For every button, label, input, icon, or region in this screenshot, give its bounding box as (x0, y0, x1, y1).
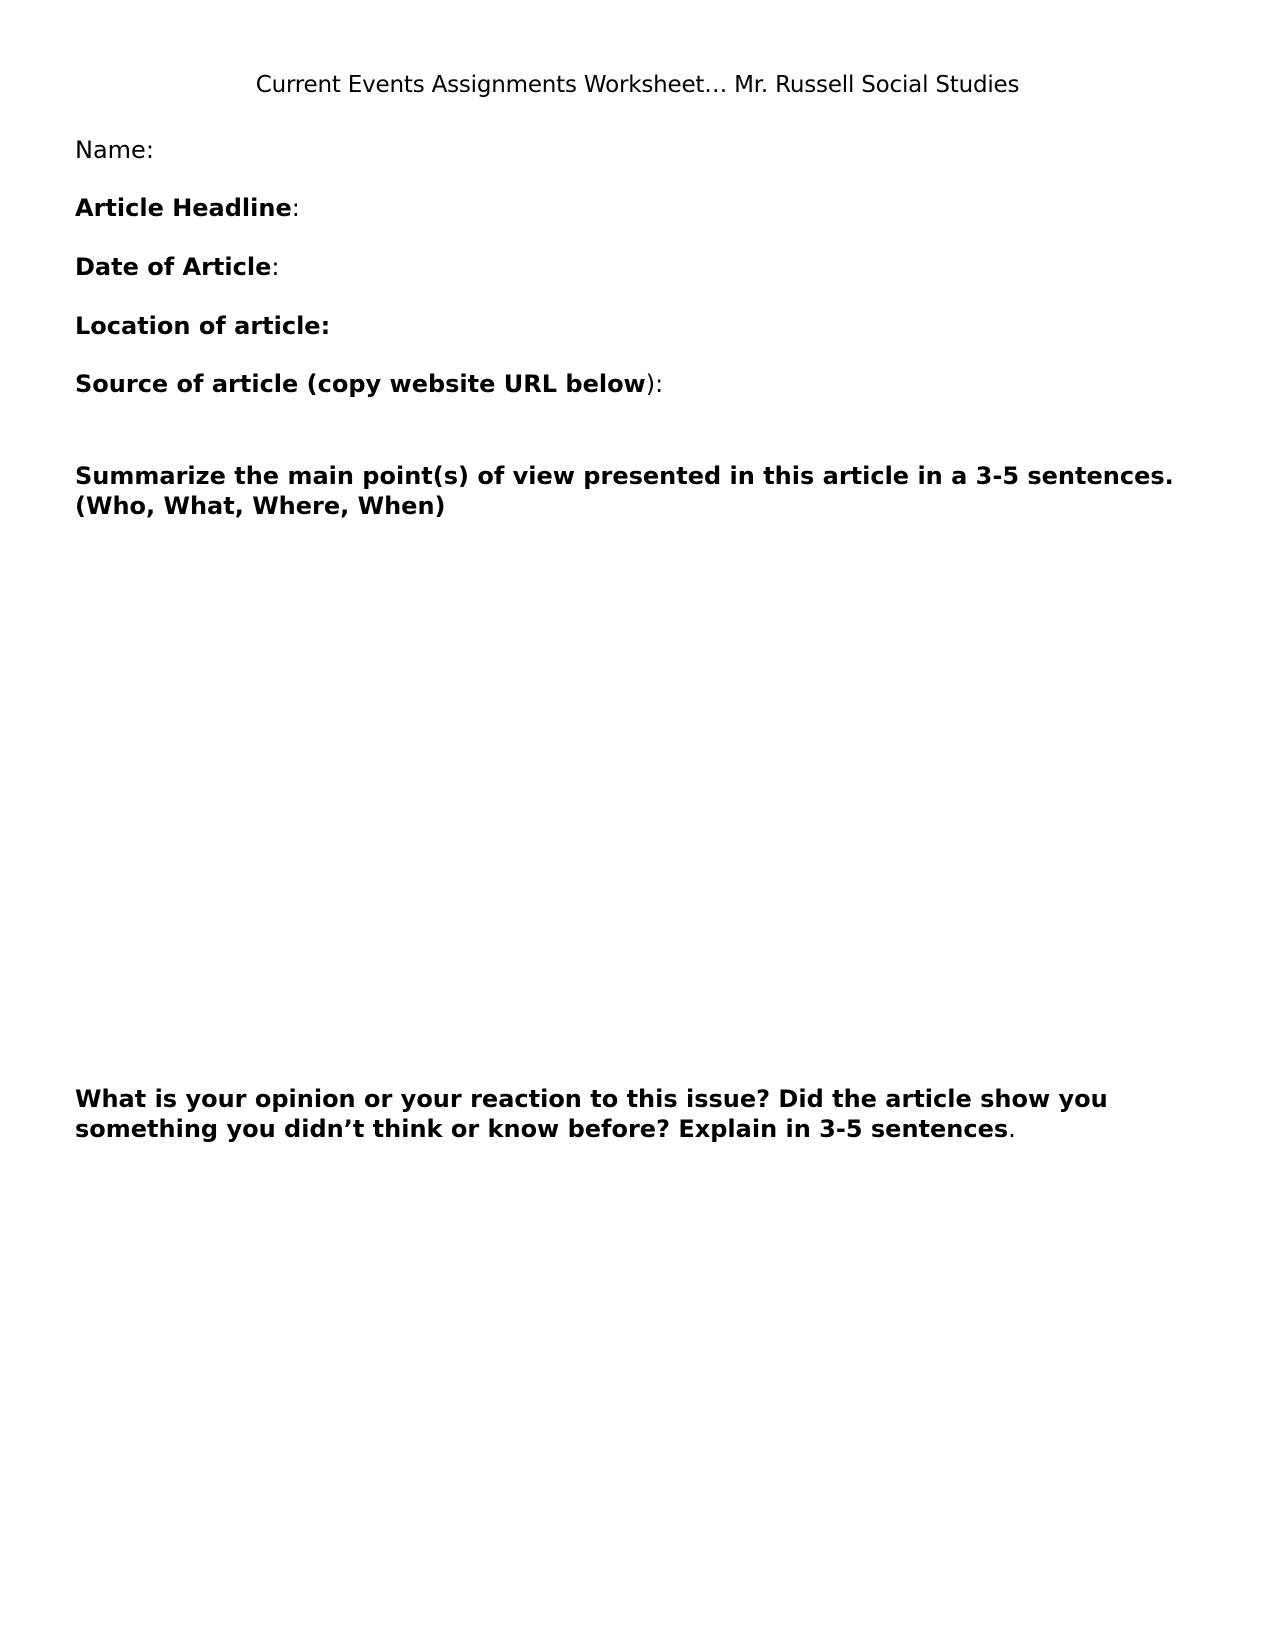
location-of-article-label: Location of article: (75, 312, 331, 340)
opinion-prompt-text: What is your opinion or your reaction to this issue? Did the article show you something you didn’t think or know before? Explain in 3-5 sentences (75, 1085, 1108, 1143)
name-label: Name (75, 136, 146, 164)
source-of-article-suffix: ): (645, 370, 664, 398)
date-of-article-colon: : (271, 253, 280, 281)
location-of-article-field (75, 311, 330, 341)
name-colon: : (145, 136, 154, 164)
opinion-prompt-suffix: . (1008, 1115, 1016, 1143)
summary-prompt (75, 461, 1195, 521)
source-of-article-field (75, 369, 663, 399)
summary-prompt-text: Summarize the main point(s) of view presented in this article in a 3-5 sentences. (Who, What, Where, When) (75, 462, 1174, 520)
article-headline-colon: : (291, 194, 300, 222)
date-of-article-field (75, 252, 279, 282)
article-headline-label: Article Headline (75, 194, 292, 222)
opinion-prompt (75, 1084, 1195, 1144)
source-of-article-label: Source of article (copy website URL below (75, 370, 646, 398)
name-field (75, 135, 154, 165)
date-of-article-label: Date of Article (75, 253, 272, 281)
worksheet-title: Current Events Assignments Worksheet… Mr. Russell Social Studies (255, 72, 1020, 98)
article-headline-field (75, 193, 300, 223)
